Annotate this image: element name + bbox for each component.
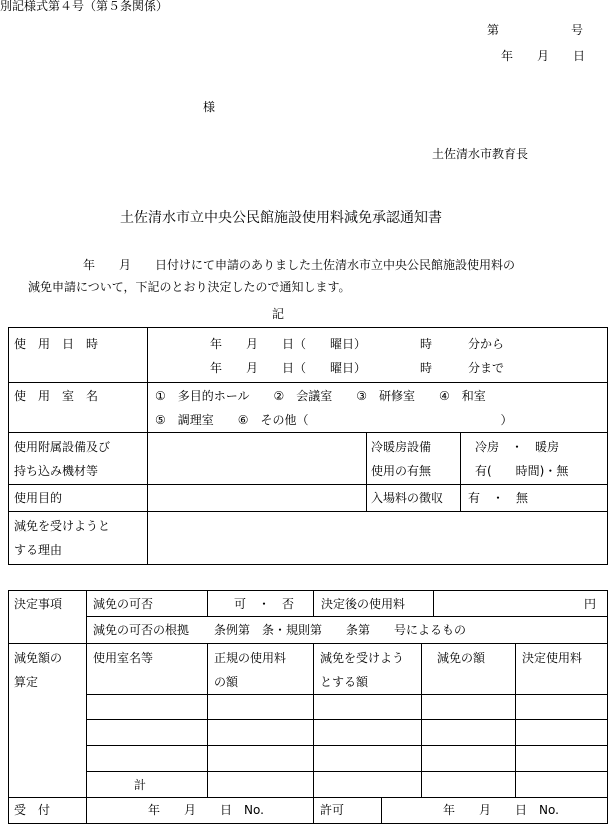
addressee: 様 — [203, 100, 216, 114]
basis-value: 条例第 条・規則第 条第 号によるもの — [214, 623, 467, 637]
yen-label: 円 — [584, 597, 597, 611]
permit-label: 許可 — [320, 803, 345, 817]
exemption-value: 可 ・ 否 — [234, 597, 295, 611]
entry-fee-label: 入場料の徴収 — [371, 491, 444, 505]
entry-fee-value: 有 ・ 無 — [468, 491, 529, 505]
document-date: 年 月 日 — [501, 49, 586, 63]
rooms-line-1: ① 多目的ホール ② 会議室 ③ 研修室 ④ 和室 — [155, 389, 486, 403]
aircon-label-1: 冷暖房設備 — [371, 440, 432, 454]
ki-label: 記 — [272, 307, 285, 321]
aircon-value-1: 冷房 ・ 暖房 — [475, 440, 560, 454]
col-room: 使用室名等 — [93, 651, 154, 665]
reason-label-1: 減免を受けようと — [14, 519, 111, 533]
fee-after-label: 決定後の使用料 — [321, 597, 406, 611]
col-regular-2: の額 — [214, 675, 239, 689]
document-title: 土佐清水市立中央公民館施設使用料減免承認通知書 — [120, 210, 442, 226]
body-line-1: 年 月 日付けにて申請のありました土佐清水市立中央公民館施設使用料の — [83, 258, 516, 272]
form-label: 別記様式第４号（第５条関係） — [0, 0, 169, 13]
col-exempt-2: とする額 — [320, 675, 369, 689]
receipt-label: 受 付 — [14, 803, 51, 817]
usage-from-line: 年 月 日（ 曜日） 時 分から — [210, 337, 505, 351]
usage-datetime-label: 使 用 日 時 — [14, 337, 99, 351]
aircon-label-2: 使用の有無 — [371, 464, 432, 478]
col-exempt-amount: 減免の額 — [437, 651, 486, 665]
permit-value: 年 月 日 No. — [443, 803, 559, 817]
equipment-label-2: 持ち込み機材等 — [14, 464, 99, 478]
body-line-2: 減免申請について，下記のとおり決定したので通知します。 — [28, 280, 351, 294]
decision-label: 決定事項 — [14, 597, 63, 611]
exemption-label: 減免の可否 — [93, 597, 154, 611]
col-decided: 決定使用料 — [522, 651, 583, 665]
purpose-label: 使用目的 — [14, 491, 63, 505]
amount-label-1: 減免額の — [14, 651, 63, 665]
amount-label-2: 算定 — [14, 675, 39, 689]
document-number: 第 号 — [487, 23, 584, 37]
usage-to-line: 年 月 日（ 曜日） 時 分まで — [210, 361, 505, 375]
total-label: 計 — [134, 778, 147, 792]
issuer: 土佐清水市教育長 — [432, 147, 529, 161]
receipt-value: 年 月 日 No. — [148, 803, 264, 817]
col-exempt-1: 減免を受けよう — [320, 651, 405, 665]
basis-label: 減免の可否の根拠 — [93, 623, 190, 637]
equipment-label-1: 使用附属設備及び — [14, 440, 111, 454]
room-label: 使 用 室 名 — [14, 389, 99, 403]
rooms-line-2: ⑤ 調理室 ⑥ その他（ ） — [155, 413, 513, 427]
aircon-value-2: 有( 時間)・無 — [475, 464, 569, 478]
reason-label-2: する理由 — [14, 543, 63, 557]
col-regular-1: 正規の使用料 — [214, 651, 287, 665]
